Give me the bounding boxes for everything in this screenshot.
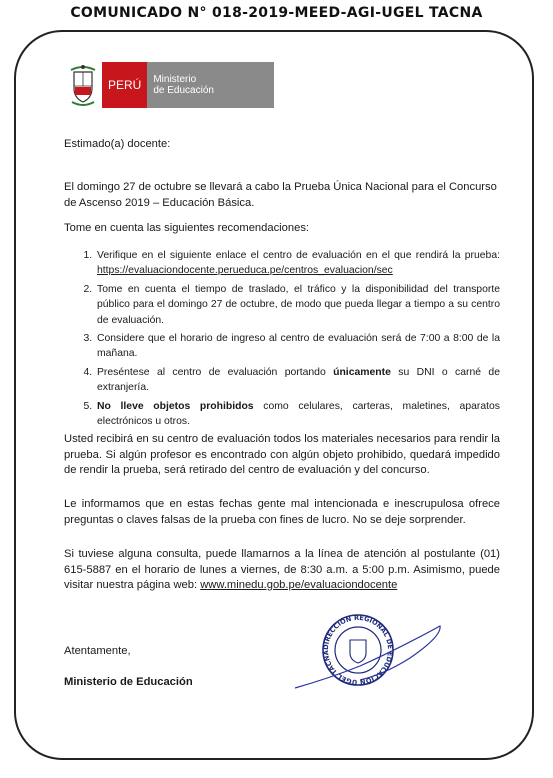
- rec4-post: su DNI o carné de extranjería.: [97, 366, 500, 394]
- peru-label: PERÚ: [102, 62, 147, 108]
- document-title: COMUNICADO N° 018-2019-MEED-AGI-UGEL TACNA: [70, 5, 483, 21]
- rec5-post: como celulares, carteras, maletines, aparatos electrónicos u otros.: [97, 400, 500, 428]
- rec5-bold: No lleve objetos prohibidos: [97, 400, 254, 412]
- closing: Atentamente,: [64, 645, 131, 657]
- materials-paragraph: Usted recibirá en su centro de evaluación todos los materiales necesarios para rendir la prueba. Si algún profesor es encontrado con algún objeto prohibido, quedará impedido de rendir la prueba, será retirado del centro de evaluación y del concurso.: [64, 433, 500, 476]
- list-item: [95, 248, 500, 279]
- recommendations-list: [64, 248, 500, 429]
- ministry-label: [147, 62, 274, 108]
- signature: Ministerio de Educación: [64, 676, 193, 688]
- seal-text: DIRECCIÓN REGIONAL DE EDUCACIÓN UGEL TACNA: [321, 613, 395, 687]
- ministry-line-2: de Educación: [153, 85, 214, 96]
- coat-of-arms-icon: [68, 62, 98, 108]
- intro-paragraph: El domingo 27 de octubre se llevará a cabo la Prueba Única Nacional para el Concurso de Ascenso 2019 – Educación Básica.: [64, 181, 497, 209]
- official-seal: [290, 608, 450, 694]
- list-item: 2. Tome en cuenta el tiempo de traslado, el tráfico y la disponibilidad del transporte público para el domingo 27 de octubre, de modo que pueda llegar a tiempo a su centro de evaluación.: [95, 282, 500, 328]
- greeting: Estimado(a) docente:: [64, 138, 171, 150]
- minedu-link[interactable]: www.minedu.gob.pe/evaluaciondocente: [200, 579, 398, 591]
- list-item: [95, 365, 500, 396]
- rec4-bold: únicamente: [333, 366, 391, 378]
- contact-text: Si tuviese alguna consulta, puede llamarnos a la línea de atención al postulante (01) 615-5887 en el horario de lunes a viernes, de 8:30 a.m. a 5:00 p.m. Asimismo, puede visitar nuestra página web:: [64, 548, 500, 591]
- warning-paragraph: Le informamos que en estas fechas gente mal intencionada e inescrupulosa ofrece preguntas o claves falsas de la prueba con fines de lucro. No se deje sorprender.: [64, 498, 500, 526]
- evaluation-centers-link[interactable]: https://evaluaciondocente.perueduca.pe/centros_evaluacion/sec: [97, 265, 393, 277]
- list-item: 3. Considere que el horario de ingreso al centro de evaluación será de 7:00 a 8:00 de la mañana.: [95, 331, 500, 362]
- ministry-logo: [68, 62, 274, 108]
- contact-paragraph: [64, 547, 500, 594]
- list-item: [95, 399, 500, 430]
- rec4-pre: Preséntese al centro de evaluación portando: [97, 366, 334, 378]
- rec1-text: Verifique en el siguiente enlace el centro de evaluación en el que rendirá la prueba:: [97, 250, 500, 261]
- recommendations-intro: Tome en cuenta las siguientes recomendaciones:: [64, 222, 310, 234]
- ministry-line-1: Ministerio: [153, 74, 197, 85]
